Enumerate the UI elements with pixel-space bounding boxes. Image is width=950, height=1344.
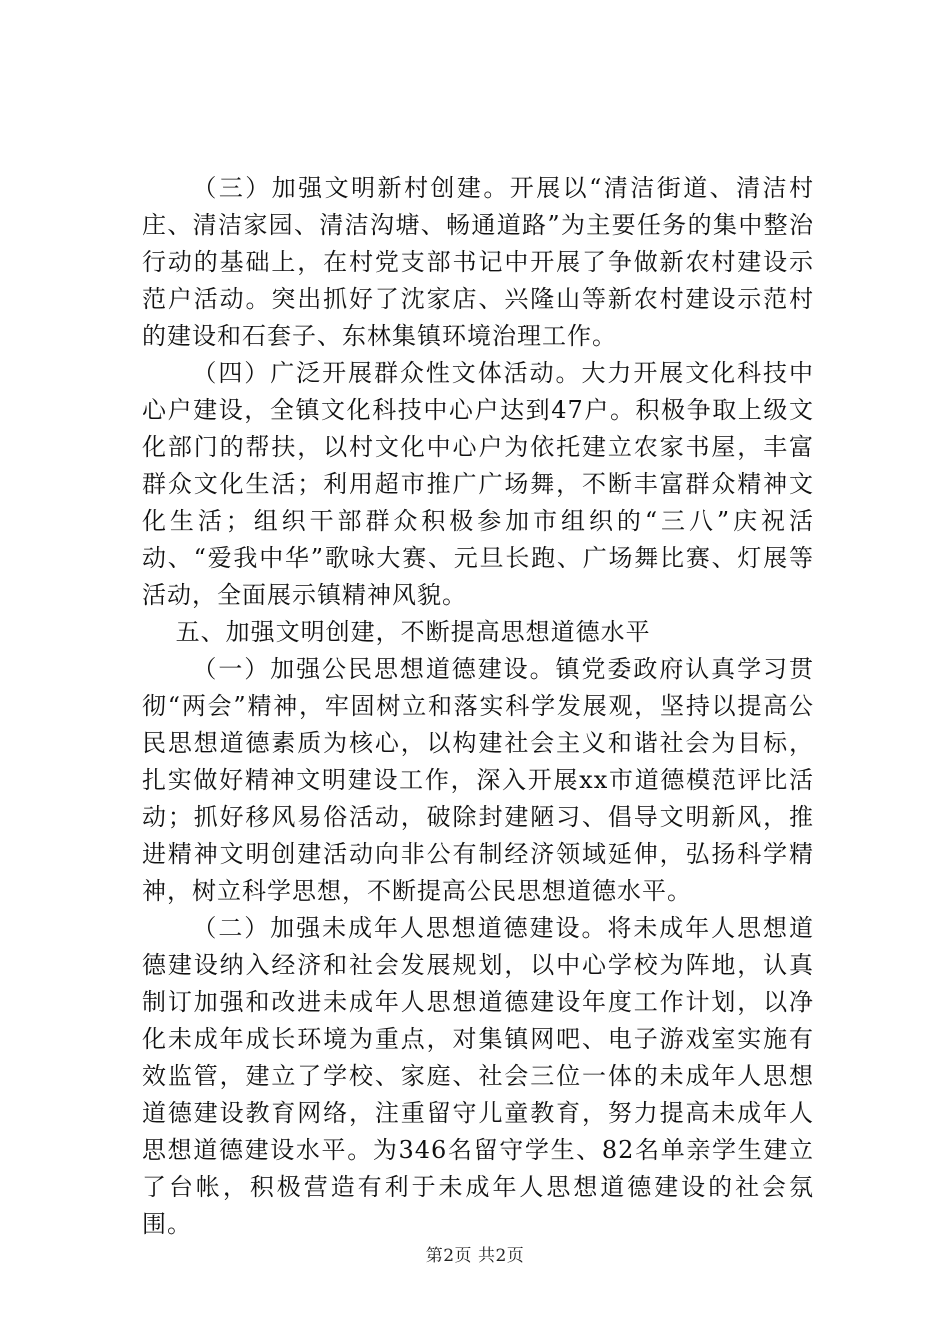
page-footer: 第2页 共2页 [425, 1246, 525, 1266]
paragraph-citizen-morality: （一）加强公民思想道德建设。镇党委政府认真学习贯彻“两会”精神，牢固树立和落实科学发展观，坚持以提高公民思想道德素质为核心，以构建社会主义和谐社会为目标，扎实做好精神文明建设工作，深入开展xx市道德模范评比活动；抓好移风易俗活动，破除封建陋习、倡导文明新风，推进精神文明创建活动向非公有制经济领域延伸，弘扬科学精神，树立科学思想，不断提高公民思想道德水平。 [142, 655, 814, 905]
paragraph-cultural-activities: （四）广泛开展群众性文体活动。大力开展文化科技中心户建设，全镇文化科技中心户达到47户。积极争取上级文化部门的帮扶，以村文化中心户为依托建立农家书屋，丰富群众文化生活；利用超市推广广场舞，不断丰富群众精神文化生活；组织干部群众积极参加市组织的“三八”庆祝活动、“爱我中华”歌咏大赛、元旦长跑、广场舞比赛、灯展等活动，全面展示镇精神风貌。 [142, 359, 814, 609]
paragraph-minor-morality: （二）加强未成年人思想道德建设。将未成年人思想道德建设纳入经济和社会发展规划，以中心学校为阵地，认真制订加强和改进未成年人思想道德建设年度工作计划，以净化未成年成长环境为重点，对集镇网吧、电子游戏室实施有效监管，建立了学校、家庭、社会三位一体的未成年人思想道德建设教育网络，注重留守儿童教育，努力提高未成年人思想道德建设水平。为346名留守学生、82名单亲学生建立了台帐，积极营造有利于未成年人思想道德建设的社会氛围。 [142, 914, 814, 1238]
paragraph-civilized-village: （三）加强文明新村创建。开展以“清洁街道、清洁村庄、清洁家园、清洁沟塘、畅通道路”为主要任务的集中整治行动的基础上，在村党支部书记中开展了争做新农村建设示范户活动。突出抓好了沈家店、兴隆山等新农村建设示范村的建设和石套子、东林集镇环境治理工作。 [142, 174, 814, 350]
section-heading-five: 五、加强文明创建，不断提高思想道德水平 [175, 618, 651, 646]
document-body [142, 170, 814, 1243]
